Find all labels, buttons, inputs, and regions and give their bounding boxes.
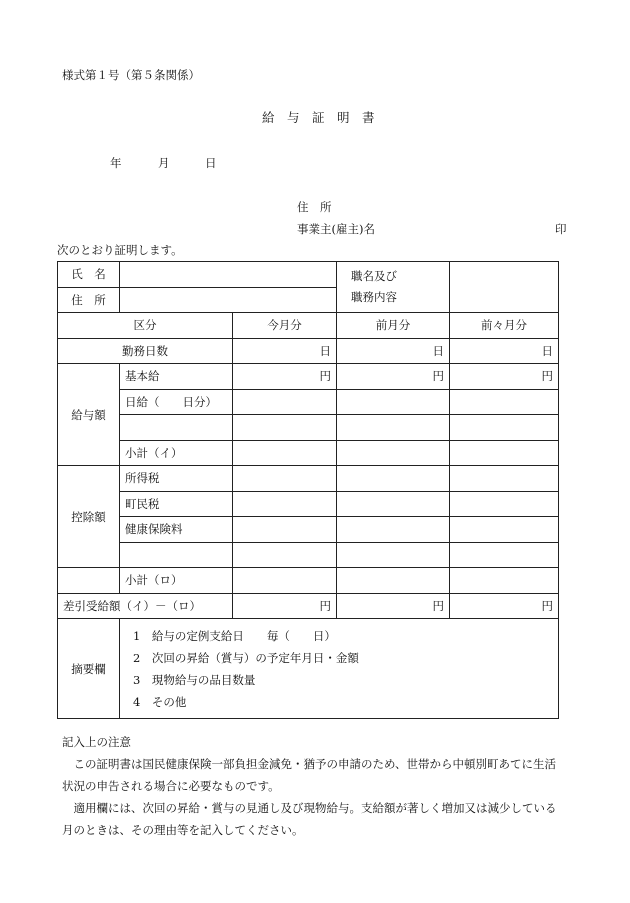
deduction-subtotal-spacer [58,568,120,594]
town-tax-this-month[interactable] [233,491,337,517]
notes-heading: 記入上の注意 [62,735,131,749]
header-this-month: 今月分 [233,313,337,339]
employer-address-label: 住 所 [297,200,332,214]
work-days-label: 勤務日数 [58,338,233,364]
health-insurance-this-month[interactable] [233,517,337,543]
salary-subtotal-this-month[interactable] [233,440,337,466]
town-tax-label: 町民税 [120,491,233,517]
work-days-last-month[interactable]: 日 [337,338,450,364]
document-title: 給 与 証 明 書 [262,110,375,125]
summary-item-3: 3 現物給与の品目数量 [133,672,256,687]
salary-subtotal-two-months-ago[interactable] [450,440,559,466]
salary-blank-label[interactable] [120,415,233,441]
net-pay-last-month[interactable]: 円 [337,593,450,619]
deduction-subtotal-this-month[interactable] [233,568,337,594]
salary-blank-two-months-ago[interactable] [450,415,559,441]
address-label: 住 所 [58,287,120,313]
name-field[interactable] [120,262,337,288]
deduction-subtotal-last-month[interactable] [337,568,450,594]
position-field[interactable] [450,262,559,313]
daily-pay-last-month[interactable] [337,389,450,415]
notes-paragraph-2: 適用欄には、次回の昇給・賞与の見通し及び現物給与。支給額が著しく増加又は減少している月のときは、その理由等を記入してください。 [62,801,557,837]
seal-mark: 印 [555,222,567,236]
base-pay-label: 基本給 [120,364,233,390]
salary-blank-last-month[interactable] [337,415,450,441]
summary-item-4: 4 その他 [133,694,187,709]
date-month-label: 月 [158,156,170,170]
summary-label: 摘要欄 [58,619,120,719]
base-pay-two-months-ago[interactable]: 円 [450,364,559,390]
salary-certificate-table [57,261,559,719]
form-number: 様式第１号（第５条関係） [62,68,200,82]
header-category: 区分 [58,313,233,339]
summary-item-1: 1 給与の定例支給日 毎（ 日） [133,628,336,643]
work-days-this-month[interactable]: 日 [233,338,337,364]
income-tax-last-month[interactable] [337,466,450,492]
daily-pay-this-month[interactable] [233,389,337,415]
deduction-subtotal-label: 小計（ロ） [120,568,233,594]
header-last-month: 前月分 [337,313,450,339]
health-insurance-last-month[interactable] [337,517,450,543]
net-pay-two-months-ago[interactable]: 円 [450,593,559,619]
salary-subtotal-label: 小計（イ） [120,440,233,466]
date-year-label: 年 [110,156,122,170]
name-label: 氏 名 [58,262,120,288]
salary-blank-this-month[interactable] [233,415,337,441]
town-tax-last-month[interactable] [337,491,450,517]
notes-paragraph-1: この証明書は国民健康保険一部負担金減免・猶予の申請のため、世帯から中頓別町あてに生活状況の申告される場合に必要なものです。 [62,757,557,793]
salary-group-label: 給与額 [58,364,120,466]
summary-field[interactable] [120,619,559,719]
base-pay-this-month[interactable]: 円 [233,364,337,390]
summary-item-2: 2 次回の昇給（賞与）の予定年月日・金額 [133,650,359,665]
income-tax-two-months-ago[interactable] [450,466,559,492]
income-tax-label: 所得税 [120,466,233,492]
health-insurance-two-months-ago[interactable] [450,517,559,543]
address-field[interactable] [120,287,337,313]
deduction-subtotal-two-months-ago[interactable] [450,568,559,594]
header-two-months-ago: 前々月分 [450,313,559,339]
daily-pay-label: 日給（ 日分） [120,389,233,415]
employer-name-label: 事業主(雇主)名 [297,222,375,236]
notes-section [62,731,567,841]
deductions-group-label: 控除額 [58,466,120,568]
date-day-label: 日 [205,156,217,170]
health-insurance-label: 健康保険料 [120,517,233,543]
daily-pay-two-months-ago[interactable] [450,389,559,415]
base-pay-last-month[interactable]: 円 [337,364,450,390]
deduction-blank-two-months-ago[interactable] [450,542,559,568]
town-tax-two-months-ago[interactable] [450,491,559,517]
net-pay-label: 差引受給額（イ）－（ロ） [58,593,233,619]
position-label: 職名及び 職務内容 [337,262,450,313]
deduction-blank-this-month[interactable] [233,542,337,568]
net-pay-this-month[interactable]: 円 [233,593,337,619]
intro-text: 次のとおり証明します。 [57,243,183,257]
income-tax-this-month[interactable] [233,466,337,492]
deduction-blank-last-month[interactable] [337,542,450,568]
deduction-blank-label[interactable] [120,542,233,568]
salary-subtotal-last-month[interactable] [337,440,450,466]
work-days-two-months-ago[interactable]: 日 [450,338,559,364]
